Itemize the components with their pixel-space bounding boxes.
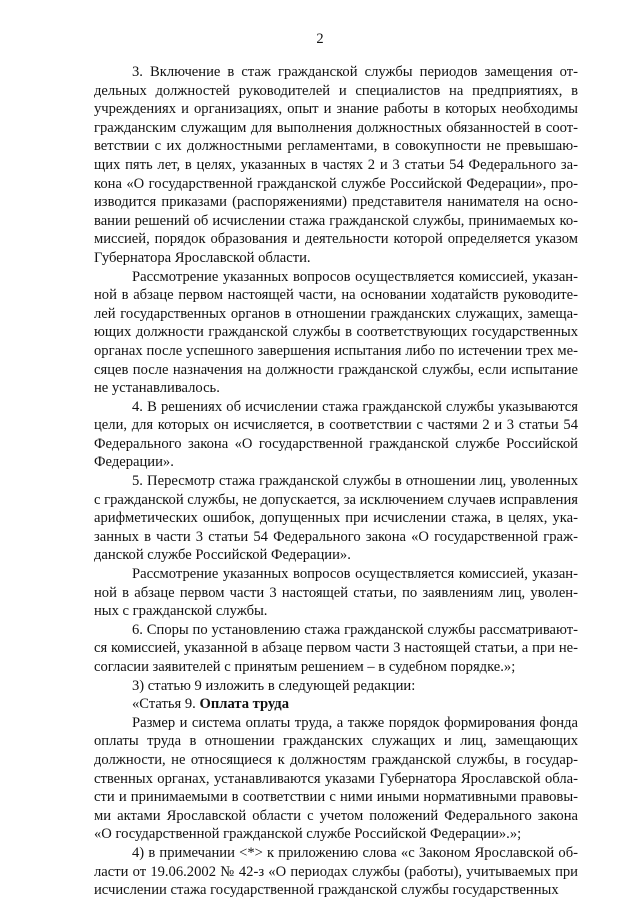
article-heading-prefix: «Статья 9. [132,696,196,713]
page-number: 2 [316,31,324,47]
article-heading [94,695,578,714]
paragraph-part-4: 4. В решениях об исчислении стажа гражданской службы указываются цели, для которых он исчисляется, в соответствии с частями 2 и 3 статьи 54 Федерального закона «О государственной гражданской службе Российской Федерации». [94,398,578,471]
paragraph-part-5: 5. Пересмотр стажа гражданской службы в отношении лиц, уволенных с гражданской службы, не допускается, за исключением случаев исправления арифметических ошибок, допущенных при исчислении стажа, в целях, указанных в части 3 статьи 54 Федерального закона «О государственной гражданской службе Российской Федерации». [94,473,578,564]
paragraph-part-5-review: Рассмотрение указанных вопросов осуществляется комиссией, указанной в абзаце первом части 3 настоящей статьи, по заявлениям лиц, уволенных с гражданской службы. [94,566,578,620]
paragraph-item-3: 3) статью 9 изложить в следующей редакции: [132,677,416,694]
paragraph-part-6: 6. Споры по установлению стажа гражданской службы рассматриваются комиссией, указанной в абзаце первом части 3 настоящей статьи, а при несогласии заявителей с принятым решением – в судебном порядке.»; [94,621,578,675]
paragraph-article-9-text: Размер и система оплаты труда, а также порядок формирования фонда оплаты труда в отношении гражданских служащих и лиц, замещающих должности, не относящиеся к должностям гражданской службы, в государственных органах, устанавливаются указами Губернатора Ярославской области и принимаемыми в соответствии с ними иными нормативными правовыми актами Ярославской области с учетом положений Федерального закона «О государственной гражданской службе Российской Федерации».»; [94,714,578,843]
paragraph-item-4: 4) в примечании <*> к приложению слова «с Законом Ярославской области от 19.06.2002 № 42-з «О периодах службы (работы), учитываемых при исчислении стажа государственной гражданской службы государственных [94,844,578,899]
article-heading-title: Оплата труда [199,696,289,713]
paragraph-part-3-review: Рассмотрение указанных вопросов осуществляется комиссией, указанной в абзаце первом настоящей части, на основании ходатайств руководителей государственных органов в отношении гражданских служащих, замещающих должности гражданской службы в соответствующих государственных органах после успешного завершения испытания либо по истечении трех месяцев после назначения на должности гражданской службы, если испытание не устанавливалось. [94,268,578,397]
paragraph-part-3: 3. Включение в стаж гражданской службы периодов замещения отдельных должностей руководителей и специалистов на предприятиях, в учреждениях и организациях, опыт и знание работы в которых необходимы гражданским служащим для выполнения должностных обязанностей в соответствии с их должностными регламентами, в совокупности не превышающих пять лет, в целях, указанных в частях 2 и 3 статьи 54 Федерального закона «О государственной гражданской службе Российской Федерации», производится приказами (распоряжениями) представителя нанимателя на основании решений об исчислении стажа гражданской службы, принимаемых комиссией, порядок образования и деятельности которой определяется указом Губернатора Ярославской области. [94,64,578,266]
document-body [94,63,578,900]
